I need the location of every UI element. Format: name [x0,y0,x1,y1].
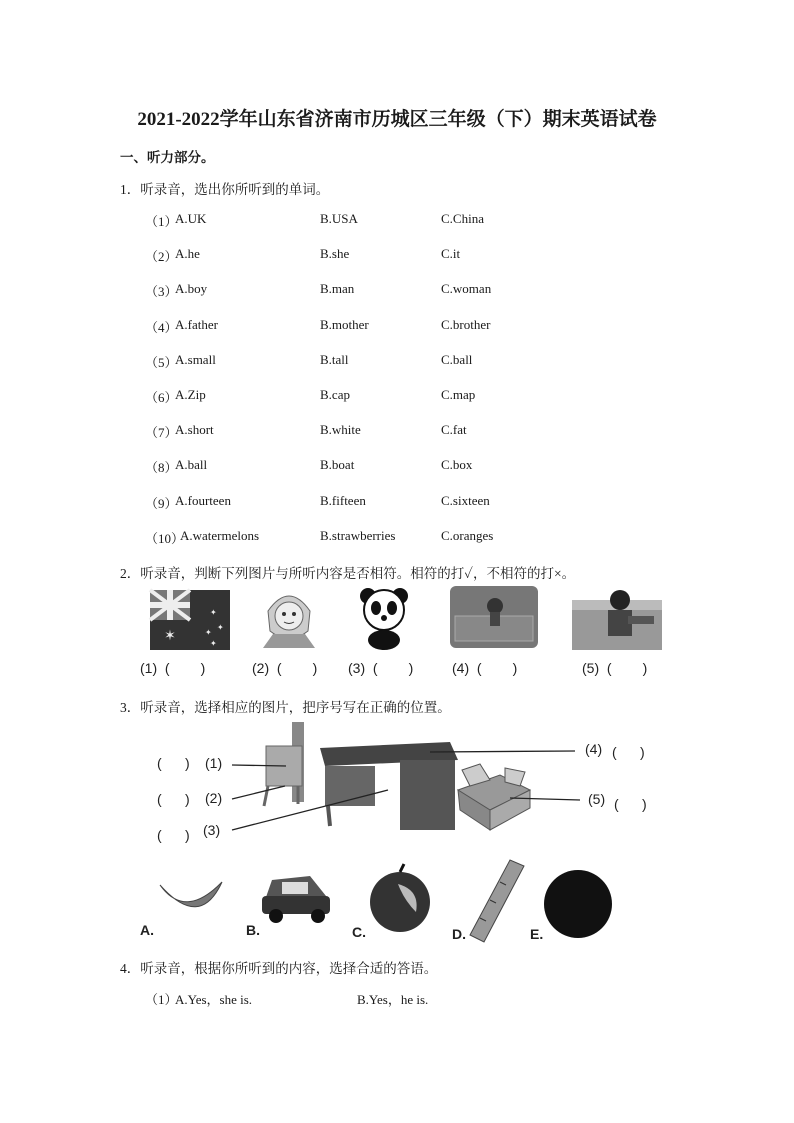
question-3-answer-blank[interactable]: ( ) [157,791,190,807]
question-3-choice-letter: A. [140,922,154,938]
question-4-1-number: （1） [145,992,178,1007]
question-3-item-label: (1) [205,755,223,771]
question-1-item-number: （7） [145,425,178,441]
question-1-option-c[interactable]: C.map [441,387,476,402]
question-1-item-number: （9） [145,495,178,511]
question-1-option-a[interactable]: A.UK [175,211,207,226]
question-1-option-a[interactable]: A.ball [175,457,208,473]
question-3-item-label: (2) [205,790,223,806]
question-1-option-b[interactable]: B.she [320,246,350,262]
question-3-answer-blank[interactable]: ( ) [614,796,647,812]
question-3-choice-letter: D. [452,926,466,942]
ruler-image [470,860,524,942]
question-1-option-b[interactable]: B.mother [320,316,369,332]
question-1-option-c[interactable]: C.brother [441,316,491,332]
question-1-option-a[interactable]: A.fourteen [175,492,231,508]
question-1-option-b[interactable]: B.cap [320,387,350,402]
question-1-option-a[interactable]: A.father [175,316,218,332]
question-1-option-b[interactable]: B.fifteen [320,492,366,508]
question-3-choice-letter: B. [246,922,260,938]
question-2-answer-blank[interactable]: (1) ( ) [140,660,206,676]
question-1-option-b[interactable]: B.strawberries [320,527,396,543]
question-3-stem: 3．听录音，选择相应的图片，把序号写在正确的位置。 [120,700,451,715]
question-1-item-number: （6） [145,390,178,405]
desk-image [320,742,458,830]
question-4-1-option-a[interactable]: A.Yes，she is. [175,992,253,1007]
ball-image [544,870,612,938]
question-3-answer-blank[interactable]: ( ) [157,827,190,843]
svg-text:✶: ✶ [164,629,176,644]
question-1-option-c[interactable]: C.oranges [441,527,494,543]
question-1-stem: 1．听录音，选出你所听到的单词。 [120,182,330,197]
question-4-stem: 4．听录音，根据你所听到的内容，选择合适的答语。 [120,961,438,976]
question-1-option-c[interactable]: C.woman [441,281,492,297]
question-1-option-b[interactable]: B.USA [320,211,358,226]
question-1-option-b[interactable]: B.tall [320,351,349,367]
question-1-option-c[interactable]: C.sixteen [441,492,490,508]
question-1-item-number: （5） [145,354,178,370]
question-1-option-a[interactable]: A.boy [175,281,208,297]
question-1-item-number: （10） [145,530,185,546]
question-3-item-label: (3) [203,822,221,838]
question-2-answer-blank[interactable]: (5) ( ) [582,660,648,676]
question-2-answer-blank[interactable]: (2) ( ) [252,660,318,676]
question-1-option-a[interactable]: A.watermelons [180,527,260,543]
question-3-choice-letter: E. [530,926,544,942]
question-1-option-b[interactable]: B.white [320,422,361,438]
question-3-item-label: (4) [585,741,603,757]
open-box-image [458,764,530,830]
question-1-option-a[interactable]: A.short [175,422,214,438]
question-1-option-c[interactable]: C.box [441,457,473,473]
question-1-item-number: （4） [145,319,178,335]
question-1-option-a[interactable]: A.Zip [175,387,206,402]
question-1-item-number: （2） [145,249,178,265]
chair-image [264,722,304,806]
svg-text:✦: ✦ [210,639,217,648]
svg-text:✦: ✦ [205,628,212,637]
question-1-option-c[interactable]: C.fat [441,422,467,438]
question-1-option-a[interactable]: A.small [175,351,216,367]
svg-text:✦: ✦ [210,608,217,617]
banana-image [160,882,222,907]
question-2-stem: 2．听录音，判断下列图片与所听内容是否相符。相符的打✓，不相符的打×。 [120,566,576,581]
svg-text:✦: ✦ [217,623,224,632]
question-3-answer-blank[interactable]: ( ) [157,755,190,771]
question-1-item-number: （3） [145,284,178,300]
question-1-option-c[interactable]: C.China [441,211,484,226]
question-1-item-number: （1） [145,214,178,229]
question-2-answer-blank[interactable]: (4) ( ) [452,660,518,676]
question-3-item-label: (5) [588,791,606,807]
question-3-choice-letter: C. [352,924,366,940]
question-2-answer-blank[interactable]: (3) ( ) [348,660,414,676]
question-1-item-number: （8） [145,460,178,476]
section-heading-listening: 一、听力部分。 [120,150,215,165]
question-3-answer-blank[interactable]: ( ) [612,744,645,760]
question-1-option-c[interactable]: C.ball [441,351,473,367]
question-4-1-option-b[interactable]: B.Yes，he is. [357,992,429,1007]
page-title: 2021-2022学年山东省济南市历城区三年级（下）期末英语试卷 [137,109,657,130]
question-1-option-c[interactable]: C.it [441,246,461,262]
question-1-option-b[interactable]: B.boat [320,457,355,473]
apple-image [370,864,430,932]
car-image [262,876,330,923]
question-1-option-a[interactable]: A.he [175,246,200,262]
question-1-option-b[interactable]: B.man [320,281,355,297]
